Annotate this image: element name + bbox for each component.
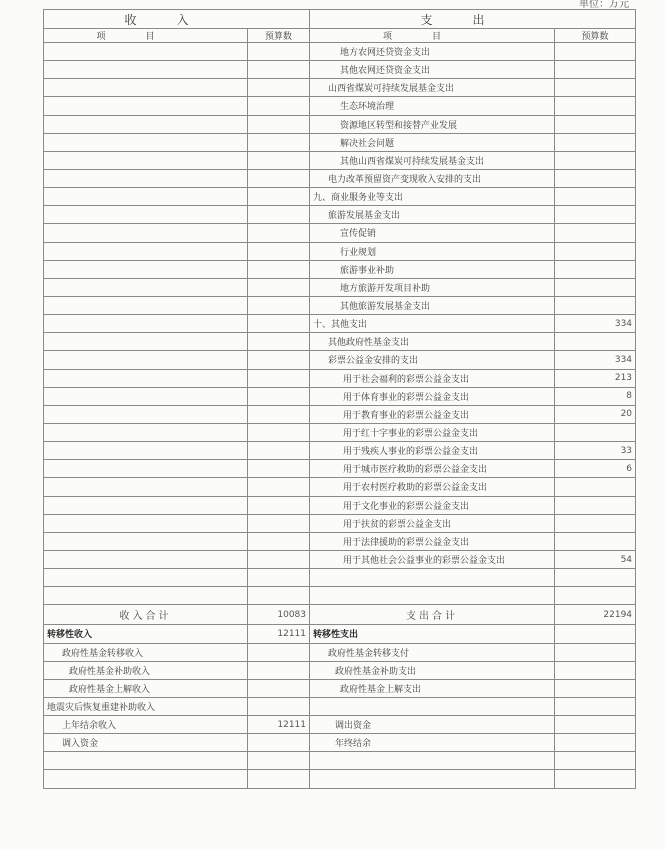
table-row — [44, 260, 636, 278]
income-budget-header: 预算数 — [248, 29, 310, 43]
expense-value: 334 — [555, 351, 636, 369]
table-row — [44, 169, 636, 187]
transfer-row — [44, 716, 636, 734]
expense-item: 宣传促销 — [310, 224, 555, 242]
table-row-empty — [44, 569, 636, 587]
table-row — [44, 369, 636, 387]
expense-item: 用于残疾人事业的彩票公益金支出 — [310, 442, 555, 460]
expense-item: 彩票公益金安排的支出 — [310, 351, 555, 369]
transfer-expense-label: 政府性基金转移支付 — [310, 643, 555, 661]
expense-budget-header: 预算数 — [555, 29, 636, 43]
expense-item: 用于其他社会公益事业的彩票公益金支出 — [310, 550, 555, 568]
expense-value: 213 — [555, 369, 636, 387]
transfer-expense-label — [310, 697, 555, 715]
expense-value: 334 — [555, 315, 636, 333]
expense-value: 33 — [555, 442, 636, 460]
table-row — [44, 43, 636, 61]
expense-total-value: 22194 — [555, 605, 636, 625]
transfer-expense-value — [555, 716, 636, 734]
table-row — [44, 496, 636, 514]
transfer-expense-label: 政府性基金补助支出 — [310, 661, 555, 679]
expense-item: 行业规划 — [310, 242, 555, 260]
table-row — [44, 351, 636, 369]
income-section-header: 收入 — [44, 10, 310, 29]
expense-item: 用于城市医疗救助的彩票公益金支出 — [310, 460, 555, 478]
table-row — [44, 442, 636, 460]
expense-item: 旅游事业补助 — [310, 260, 555, 278]
table-row — [44, 224, 636, 242]
expense-value — [555, 278, 636, 296]
expense-item: 资源地区转型和接替产业发展 — [310, 115, 555, 133]
expense-value: 54 — [555, 550, 636, 568]
expense-value — [555, 115, 636, 133]
table-row — [44, 514, 636, 532]
expense-item: 山西省煤炭可持续发展基金支出 — [310, 79, 555, 97]
expense-value — [555, 423, 636, 441]
expense-item: 电力改革预留资产变现收入安排的支出 — [310, 169, 555, 187]
table-row — [44, 188, 636, 206]
transfer-expense-label: 调出资金 — [310, 716, 555, 734]
transfer-row — [44, 679, 636, 697]
transfer-row — [44, 697, 636, 715]
expense-item: 用于农村医疗救助的彩票公益金支出 — [310, 478, 555, 496]
expense-value — [555, 79, 636, 97]
table-row — [44, 405, 636, 423]
expense-item: 旅游发展基金支出 — [310, 206, 555, 224]
table-row-empty — [44, 587, 636, 605]
expense-item: 用于法律援助的彩票公益金支出 — [310, 532, 555, 550]
transfer-income-label: 转移性收入 — [44, 625, 248, 643]
table-row — [44, 315, 636, 333]
table-row — [44, 206, 636, 224]
expense-value — [555, 242, 636, 260]
expense-item: 十、其他支出 — [310, 315, 555, 333]
table-row — [44, 532, 636, 550]
table-row — [44, 242, 636, 260]
income-total-label: 收入合计 — [44, 605, 248, 625]
expense-value — [555, 133, 636, 151]
expense-value — [555, 224, 636, 242]
header-row-columns — [44, 29, 636, 43]
expense-item: 用于文化事业的彩票公益金支出 — [310, 496, 555, 514]
table-row — [44, 333, 636, 351]
table-row — [44, 133, 636, 151]
table-row — [44, 115, 636, 133]
table-row — [44, 387, 636, 405]
transfer-expense-value — [555, 643, 636, 661]
expense-item: 用于红十字事业的彩票公益金支出 — [310, 423, 555, 441]
budget-table — [43, 9, 636, 789]
transfer-income-value — [248, 734, 310, 752]
expense-value — [555, 532, 636, 550]
expense-value — [555, 188, 636, 206]
expense-value — [555, 151, 636, 169]
table-row-empty — [44, 770, 636, 788]
expense-item: 其他旅游发展基金支出 — [310, 296, 555, 314]
expense-item: 其他农网还贷资金支出 — [310, 61, 555, 79]
expense-item: 其他山西省煤炭可持续发展基金支出 — [310, 151, 555, 169]
expense-value — [555, 496, 636, 514]
expense-item: 其他政府性基金支出 — [310, 333, 555, 351]
expense-item: 生态环境治理 — [310, 97, 555, 115]
income-item-header: 项目 — [44, 29, 248, 43]
transfer-row — [44, 661, 636, 679]
transfer-row — [44, 625, 636, 643]
expense-item: 地方农网还贷资金支出 — [310, 43, 555, 61]
expense-item: 用于体育事业的彩票公益金支出 — [310, 387, 555, 405]
table-row — [44, 61, 636, 79]
expense-item: 用于教育事业的彩票公益金支出 — [310, 405, 555, 423]
table-row — [44, 423, 636, 441]
income-total-value: 10083 — [248, 605, 310, 625]
transfer-income-label: 地震灾后恢复重建补助收入 — [44, 697, 248, 715]
expense-value: 20 — [555, 405, 636, 423]
transfer-income-label: 上年结余收入 — [44, 716, 248, 734]
table-row-empty — [44, 752, 636, 770]
expense-value — [555, 296, 636, 314]
transfer-income-value — [248, 679, 310, 697]
expense-item: 用于扶贫的彩票公益金支出 — [310, 514, 555, 532]
transfer-expense-label: 转移性支出 — [310, 625, 555, 643]
totals-row — [44, 605, 636, 625]
expense-value — [555, 206, 636, 224]
unit-label: 单位：万元 — [579, 0, 629, 10]
transfer-income-label: 政府性基金补助收入 — [44, 661, 248, 679]
table-row — [44, 460, 636, 478]
transfer-income-label: 政府性基金上解收入 — [44, 679, 248, 697]
transfer-expense-value — [555, 697, 636, 715]
transfer-income-value: 12111 — [248, 625, 310, 643]
expense-value: 6 — [555, 460, 636, 478]
table-row — [44, 278, 636, 296]
expense-item: 用于社会福利的彩票公益金支出 — [310, 369, 555, 387]
transfer-income-value — [248, 661, 310, 679]
expense-section-header: 支出 — [310, 10, 636, 29]
expense-value — [555, 97, 636, 115]
table-row — [44, 296, 636, 314]
expense-item-header: 项目 — [310, 29, 555, 43]
table-row — [44, 478, 636, 496]
transfer-expense-value — [555, 661, 636, 679]
transfer-income-label: 调入资金 — [44, 734, 248, 752]
expense-value: 8 — [555, 387, 636, 405]
expense-value — [555, 260, 636, 278]
expense-item: 地方旅游开发项目补助 — [310, 278, 555, 296]
expense-value — [555, 478, 636, 496]
transfer-expense-label: 政府性基金上解支出 — [310, 679, 555, 697]
transfer-expense-value — [555, 679, 636, 697]
transfer-income-value — [248, 697, 310, 715]
transfer-income-value — [248, 643, 310, 661]
transfer-income-value: 12111 — [248, 716, 310, 734]
table-row — [44, 97, 636, 115]
header-row-sections — [44, 10, 636, 29]
expense-value — [555, 43, 636, 61]
transfer-expense-value — [555, 734, 636, 752]
transfer-row — [44, 734, 636, 752]
transfer-expense-value — [555, 625, 636, 643]
expense-item: 解决社会问题 — [310, 133, 555, 151]
expense-value — [555, 61, 636, 79]
transfer-income-label: 政府性基金转移收入 — [44, 643, 248, 661]
expense-value — [555, 333, 636, 351]
table-row — [44, 79, 636, 97]
expense-value — [555, 169, 636, 187]
expense-value — [555, 514, 636, 532]
expense-total-label: 支出合计 — [310, 605, 555, 625]
table-row — [44, 151, 636, 169]
expense-item: 九、商业服务业等支出 — [310, 188, 555, 206]
table-row — [44, 550, 636, 568]
transfer-expense-label: 年终结余 — [310, 734, 555, 752]
transfer-row — [44, 643, 636, 661]
